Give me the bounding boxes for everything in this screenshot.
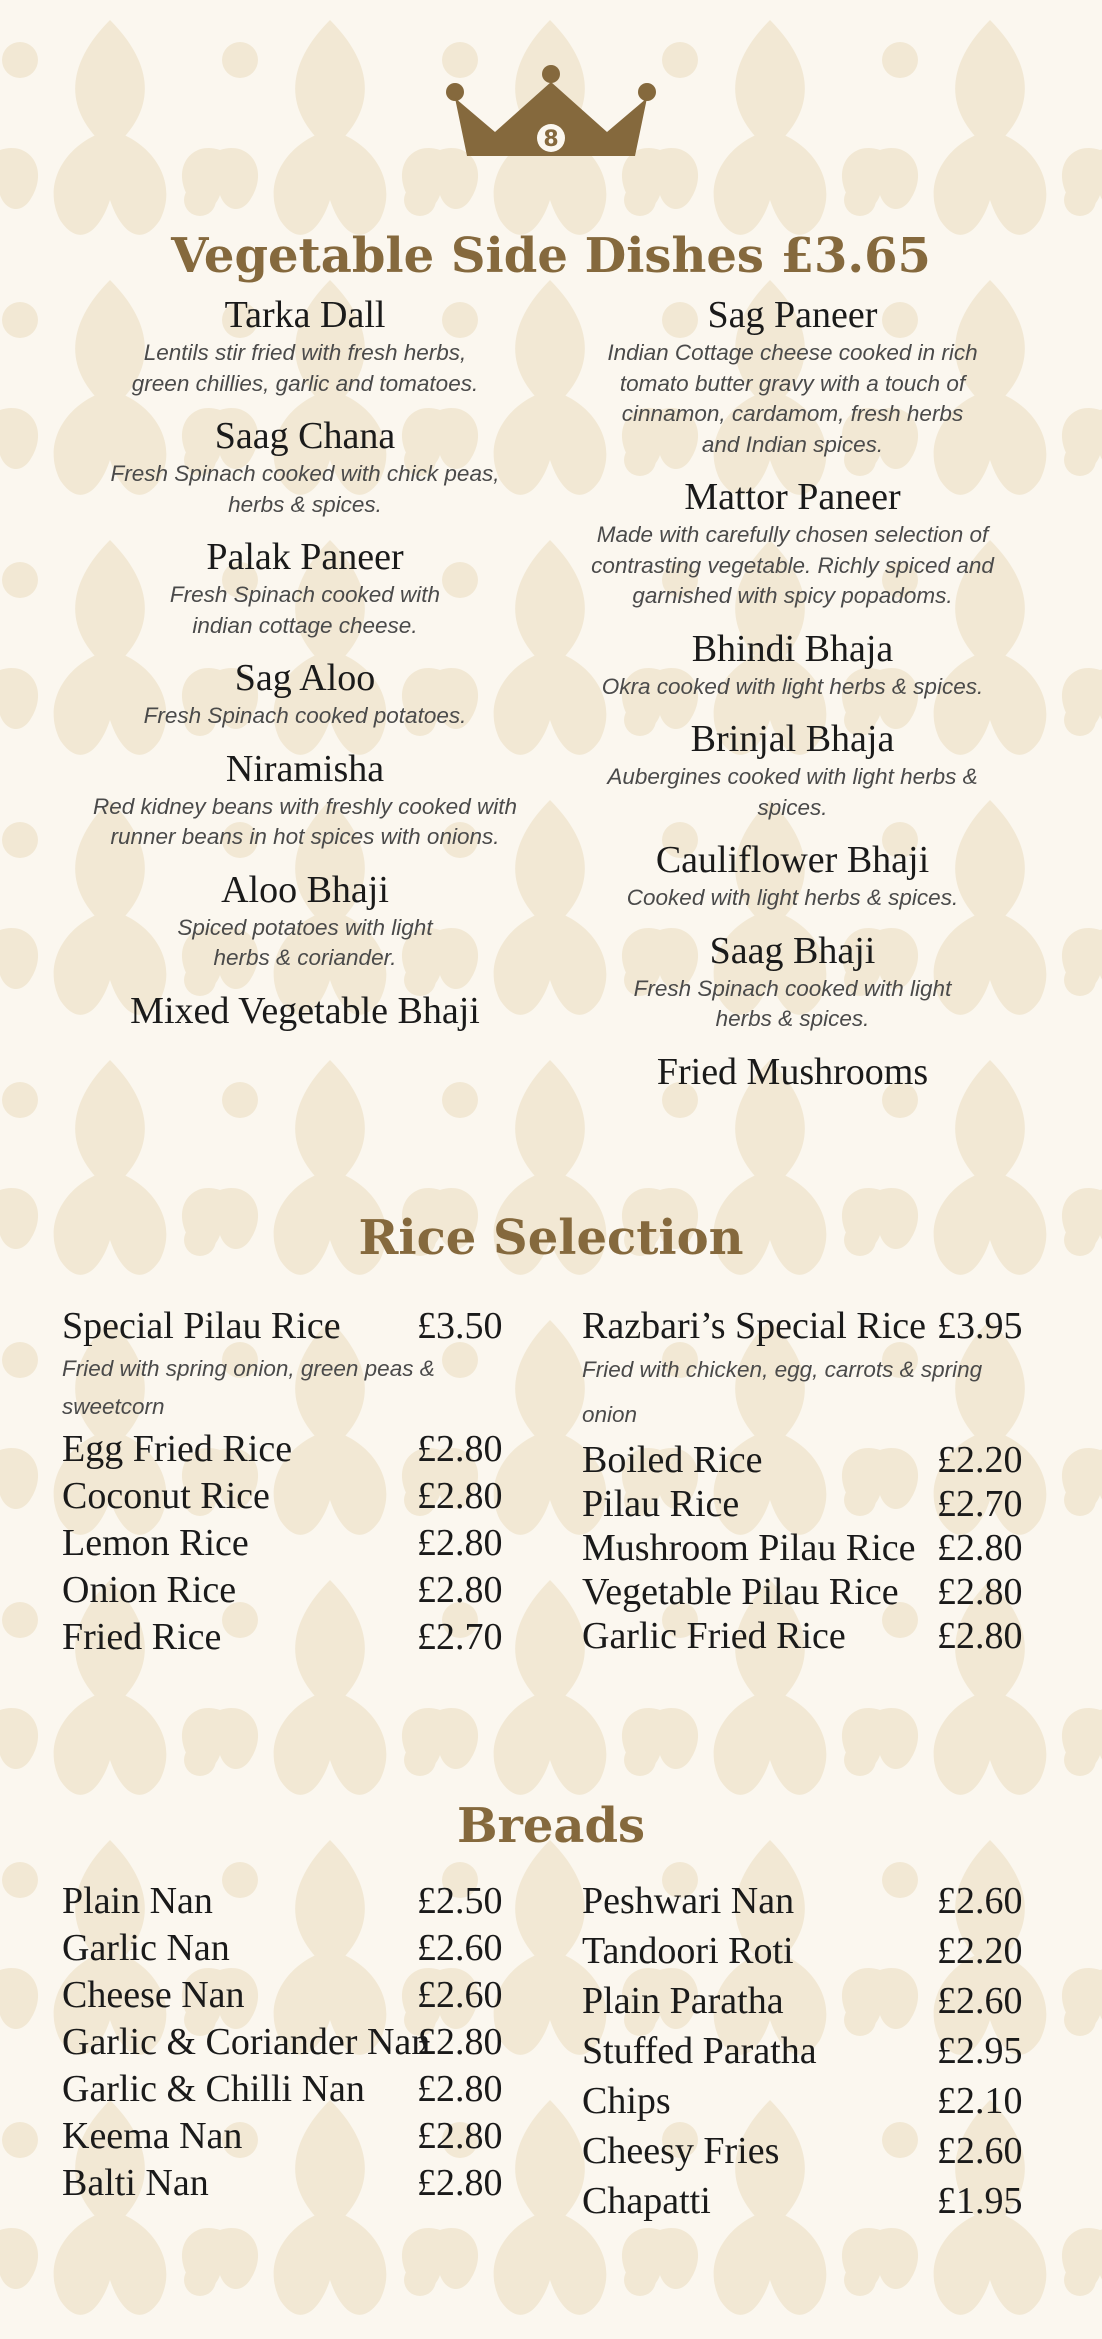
price-row <box>582 2028 1042 2078</box>
item-name: Keema Nan <box>62 2115 243 2157</box>
item-name: Mushroom Pilau Rice <box>582 1527 916 1569</box>
item-price: £2.80 <box>937 1571 1023 1613</box>
item-price: £2.60 <box>937 2130 1023 2172</box>
dish-description: Fresh Spinach cooked with light <box>633 975 952 1001</box>
dish-name: Niramisha <box>225 747 385 790</box>
dish-item <box>560 292 1025 460</box>
item-name: Special Pilau Rice <box>62 1305 341 1347</box>
item-name: Cheese Nan <box>62 1974 245 2016</box>
price-row <box>582 1613 1057 1657</box>
item-price: £2.70 <box>417 1616 503 1658</box>
dish-description: Fresh Spinach cooked with chick peas, <box>110 461 500 486</box>
item-price: £2.60 <box>417 1927 503 1969</box>
item-price: £2.70 <box>937 1483 1023 1525</box>
price-row <box>582 1525 1057 1569</box>
price-row <box>62 2113 522 2160</box>
item-name: Chapatti <box>582 2180 711 2222</box>
price-row <box>62 1426 522 1473</box>
dish-description: Lentils stir fried with fresh herbs, <box>143 340 467 365</box>
item-name: Garlic & Coriander Nan <box>62 2021 431 2063</box>
price-row <box>62 2066 522 2113</box>
price-row <box>582 1878 1042 1928</box>
price-row <box>582 1437 1057 1481</box>
dish-item <box>55 534 555 641</box>
dish-name: Palak Paneer <box>206 536 404 578</box>
dish-name: Mattor Paneer <box>684 476 901 518</box>
item-price: £2.10 <box>937 2080 1023 2122</box>
dish-name: Brinjal Bhaja <box>690 718 895 760</box>
dish-description: herbs & spices. <box>228 491 382 517</box>
item-price: £2.80 <box>417 1428 503 1470</box>
item-name: Vegetable Pilau Rice <box>582 1571 899 1613</box>
dish-item <box>560 626 1025 703</box>
price-row <box>62 1878 522 1925</box>
item-name: Egg Fried Rice <box>62 1428 293 1470</box>
price-row <box>62 1614 522 1661</box>
dish-description: runner beans in hot spices with onions. <box>110 824 500 849</box>
dish-description: Indian Cottage cheese cooked in rich <box>607 340 978 365</box>
item-price: £2.80 <box>937 1615 1023 1657</box>
item-price: £2.60 <box>937 1980 1023 2022</box>
dish-name: Tarka Dall <box>224 294 386 336</box>
dish-description: garnished with spicy popadoms. <box>632 583 953 608</box>
item-name: Tandoori Roti <box>582 1930 794 1972</box>
item-name: Lemon Rice <box>62 1522 249 1564</box>
price-row <box>582 1928 1042 1978</box>
price-row <box>582 1481 1057 1525</box>
featured-price-row <box>582 1303 1057 1347</box>
item-price: £3.50 <box>417 1305 503 1347</box>
item-price: £2.80 <box>417 1569 503 1611</box>
breads-right-list <box>582 1878 1042 2228</box>
dish-item <box>560 1049 1025 1095</box>
item-price: £2.80 <box>417 2162 503 2204</box>
dish-name: Aloo Bhaji <box>221 868 389 911</box>
vegetable-side-dishes-heading: Vegetable Side Dishes £3.65 <box>171 228 931 284</box>
dish-name: Saag Chana <box>214 415 396 457</box>
breads-heading: Breads <box>456 1798 646 1854</box>
price-row <box>62 2019 522 2066</box>
item-price: £2.60 <box>937 1880 1023 1922</box>
dish-name: Mixed Vegetable Bhaji <box>130 989 480 1032</box>
price-row <box>582 1569 1057 1613</box>
item-name: Balti Nan <box>62 2162 209 2204</box>
item-note: Fried with chicken, egg, carrots & spring <box>582 1357 983 1382</box>
dish-name: Sag Paneer <box>707 294 878 336</box>
item-price: £2.80 <box>417 2115 503 2157</box>
price-row <box>582 2078 1042 2128</box>
item-name: Plain Paratha <box>582 1980 784 2022</box>
dish-item <box>560 837 1025 914</box>
dish-description: Okra cooked with light herbs & spices. <box>601 673 984 699</box>
item-price: £2.50 <box>417 1880 503 1922</box>
dish-description: Spiced potatoes with light <box>177 914 433 940</box>
logo-badge: 8 <box>543 127 559 152</box>
veg-dishes-right-column <box>560 292 1025 1109</box>
item-price: £1.95 <box>937 2180 1023 2222</box>
item-price: £2.20 <box>937 1930 1023 1972</box>
dish-description: Red kidney beans with freshly cooked with <box>93 793 517 819</box>
item-name: Coconut Rice <box>62 1475 270 1517</box>
price-row <box>62 1972 522 2019</box>
item-price: £2.80 <box>417 2021 503 2063</box>
item-name: Boiled Rice <box>582 1439 763 1481</box>
item-price: £2.80 <box>417 2068 503 2110</box>
dish-description: herbs & spices. <box>715 1006 870 1031</box>
item-name: Plain Nan <box>62 1880 213 1922</box>
item-price: £2.80 <box>937 1527 1023 1569</box>
dish-item <box>55 746 555 853</box>
item-name: Fried Rice <box>62 1616 222 1658</box>
item-price: £2.95 <box>937 2030 1023 2072</box>
dish-description: contrasting vegetable. Richly spiced and <box>591 552 994 578</box>
item-name: Razbari’s Special Rice <box>582 1305 926 1347</box>
dish-description: green chillies, garlic and tomatoes. <box>131 370 479 396</box>
dish-item <box>55 413 555 520</box>
dish-name: Fried Mushrooms <box>656 1050 929 1093</box>
dish-description: tomato butter gravy with a touch of <box>619 370 966 396</box>
dish-description: spices. <box>757 794 828 820</box>
dish-item <box>55 655 555 732</box>
item-name: Garlic Fried Rice <box>582 1615 846 1657</box>
item-name: Stuffed Paratha <box>582 2030 817 2072</box>
item-price: £2.20 <box>937 1439 1023 1481</box>
dish-description: Cooked with light herbs & spices. <box>626 885 959 910</box>
dish-name: Sag Aloo <box>234 657 376 699</box>
crown-logo-icon <box>445 62 657 162</box>
breads-left-list <box>62 1878 522 2207</box>
dish-description: cinnamon, cardamom, fresh herbs <box>621 401 964 426</box>
dish-description: and Indian spices. <box>701 431 884 457</box>
featured-price-row <box>62 1303 522 1350</box>
dish-item <box>55 988 555 1034</box>
item-name: Cheesy Fries <box>582 2130 780 2172</box>
item-price: £2.80 <box>417 1475 503 1517</box>
item-name: Onion Rice <box>62 1569 237 1611</box>
price-row <box>582 2128 1042 2178</box>
dish-description: Made with carefully chosen selection of <box>596 522 989 547</box>
dish-description: indian cottage cheese. <box>192 612 418 638</box>
item-note: Fried with spring onion, green peas & <box>62 1356 435 1381</box>
dish-description: Fresh Spinach cooked potatoes. <box>143 703 467 728</box>
rice-right-list <box>582 1303 1057 1657</box>
price-row <box>62 1520 522 1567</box>
price-row <box>62 1925 522 1972</box>
veg-dishes-left-column <box>55 292 555 1048</box>
dish-name: Bhindi Bhaja <box>691 627 894 670</box>
dish-item <box>55 292 555 399</box>
item-note: sweetcorn <box>62 1394 165 1419</box>
dish-name: Saag Bhaji <box>709 929 876 972</box>
dish-description: Fresh Spinach cooked with <box>169 582 441 607</box>
item-price: £2.80 <box>417 1522 503 1564</box>
dish-item <box>560 928 1025 1035</box>
price-row <box>582 2178 1042 2228</box>
dish-item <box>560 716 1025 823</box>
item-price: £3.95 <box>937 1305 1023 1347</box>
dish-description: Aubergines cooked with light herbs & <box>607 764 978 789</box>
dish-item <box>560 474 1025 612</box>
dish-description: herbs & coriander. <box>213 945 397 970</box>
item-name: Garlic Nan <box>62 1927 230 1969</box>
price-row <box>62 1567 522 1614</box>
dish-item <box>55 867 555 974</box>
price-row <box>582 1978 1042 2028</box>
item-name: Pilau Rice <box>582 1483 740 1525</box>
dish-name: Cauliflower Bhaji <box>655 839 930 881</box>
item-price: £2.60 <box>417 1974 503 2016</box>
price-row <box>62 1473 522 1520</box>
rice-selection-heading: Rice Selection <box>358 1210 744 1266</box>
item-name: Peshwari Nan <box>582 1880 795 1922</box>
item-note: onion <box>582 1402 638 1427</box>
item-name: Chips <box>582 2080 671 2122</box>
item-name: Garlic & Chilli Nan <box>62 2068 365 2110</box>
rice-left-list <box>62 1303 522 1661</box>
price-row <box>62 2160 522 2207</box>
